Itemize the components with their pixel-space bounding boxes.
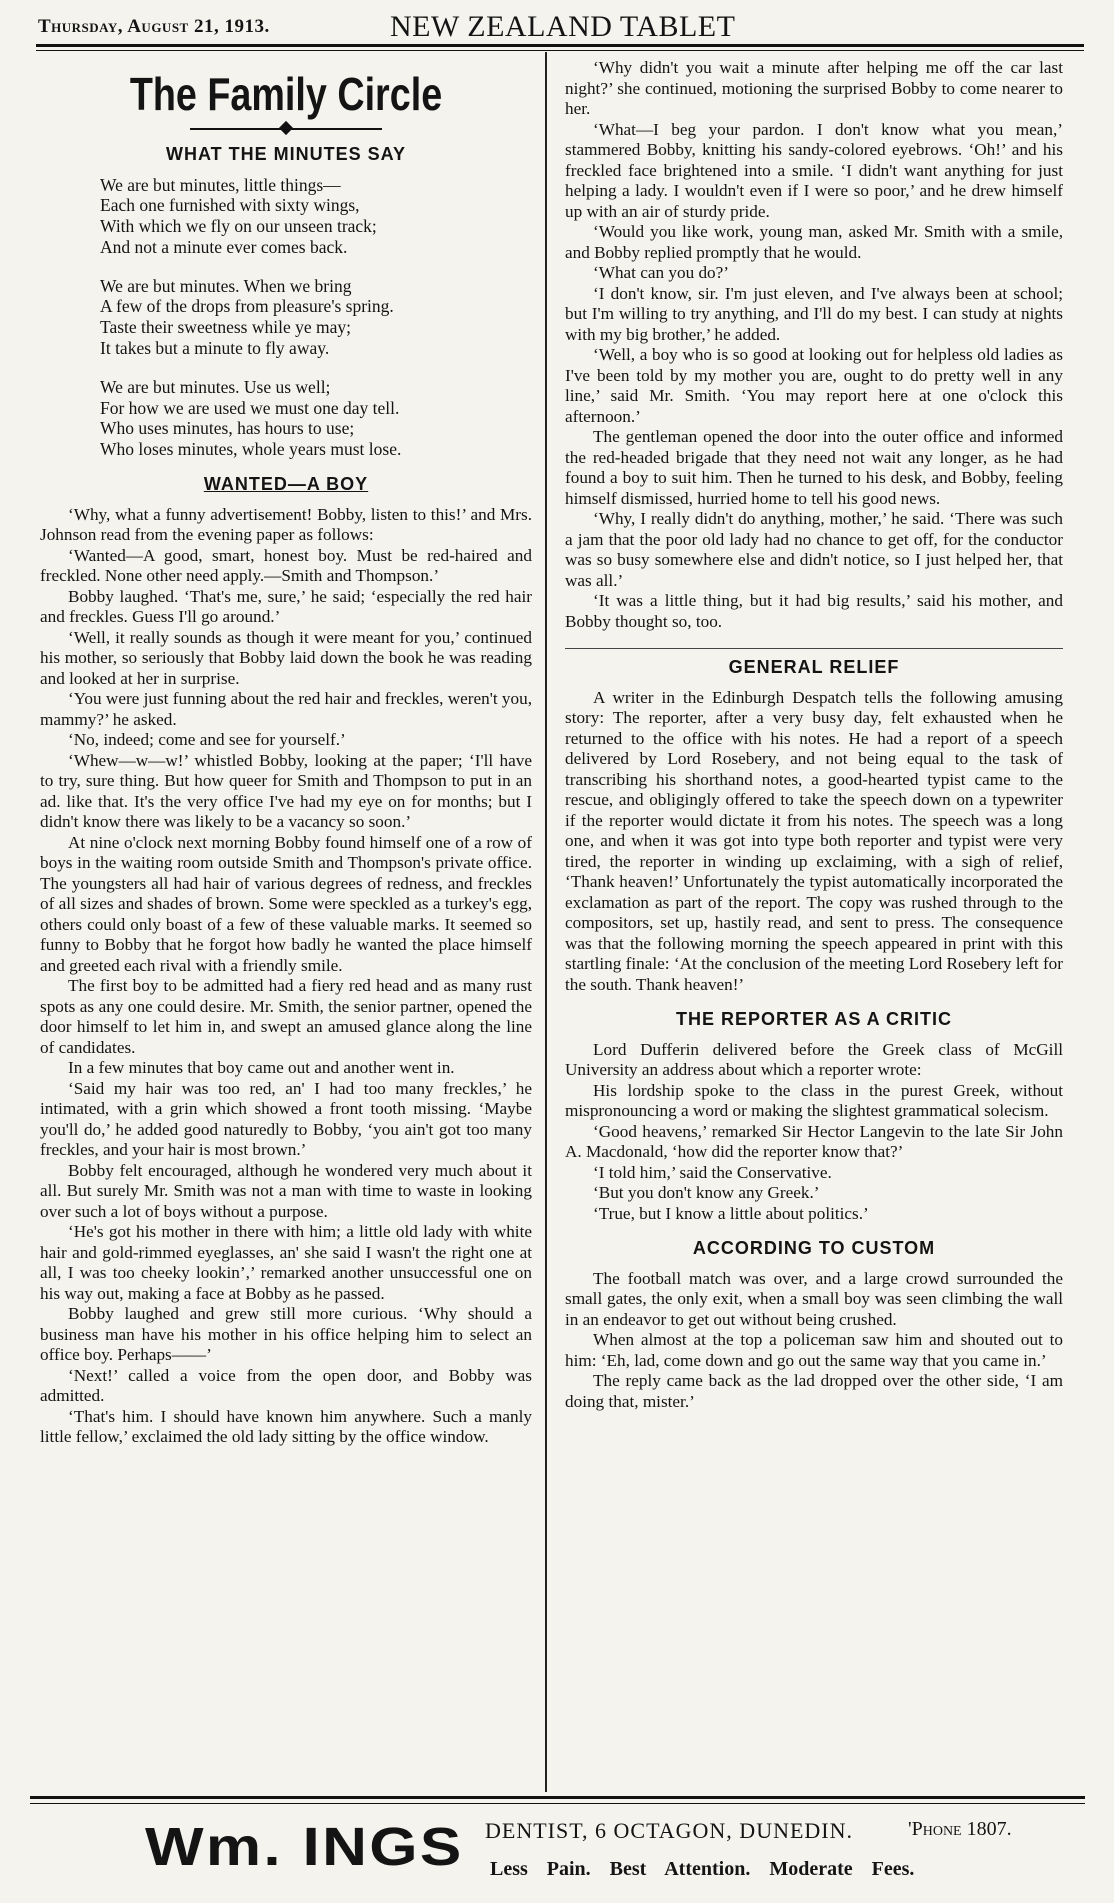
left-column xyxy=(40,58,532,1448)
paragraph: ‘Said my hair was too red, an' I had too many freckles,’ he intimated, with a grin which showed a front tooth missing. ‘Maybe you'll do,’ he added good naturedly to Bobby, ‘you ain't got too many freckles, and your hair is most brown.’ xyxy=(40,1078,532,1160)
paragraph: ‘Why, what a funny advertisement! Bobby, listen to this!’ and Mrs. Johnson read from the evening paper as follows: xyxy=(40,504,532,545)
right-column xyxy=(565,58,1063,1412)
poem-line: For how we are used we must one day tell. xyxy=(100,397,400,418)
paragraph: ‘No, indeed; come and see for yourself.’ xyxy=(68,730,346,750)
paragraph: Bobby felt encouraged, although he wondered very much about it all. But surely Mr. Smith was not a man with time to waste in looking over such a lot of boys without a purpose. xyxy=(40,1160,532,1221)
poem-line: Each one furnished with sixty wings, xyxy=(100,195,360,216)
paragraph: ‘Well, it really sounds as though it were meant for you,’ continued his mother, so seriously that Bobby laid down the book he was reading and looked at her in surprise. xyxy=(40,627,532,688)
paragraph: ‘Wanted—A good, smart, honest boy. Must be red-haired and freckled. None other need apply.—Smith and Thompson.’ xyxy=(40,545,532,586)
poem-line: Who loses minutes, whole years must lose. xyxy=(100,439,402,460)
heading-reporter-critic: THE REPORTER AS A CRITIC xyxy=(675,1009,952,1029)
paragraph: ‘It was a little thing, but it had big results,’ said his mother, and Bobby thought so, too. xyxy=(565,591,1063,631)
advertisement xyxy=(30,1808,1085,1888)
paragraph: ‘That's him. I should have known him anywhere. Such a manly little fellow,’ exclaimed the old lady sitting by the office window. xyxy=(40,1406,532,1447)
poem-line: Taste their sweetness while ye may; xyxy=(100,317,351,338)
poem xyxy=(40,175,532,461)
title-ornament xyxy=(40,122,532,136)
poem-line: It takes but a minute to fly away. xyxy=(100,338,330,359)
heading-wanted: WANTED—A BOY xyxy=(203,474,369,495)
paragraph: The gentleman opened the door into the outer office and informed the red-headed brigade that they need not wait any longer, as he had found a boy to suit him. Then he turned to his desk, and Bobby, feeling himself dismissed, hurried home to tell his good news. xyxy=(565,427,1063,508)
paragraph: ‘Would you like work, young man, asked Mr. Smith with a smile, and Bobby replied promptly that he would. xyxy=(565,222,1063,262)
poem-line: We are but minutes, little things— xyxy=(100,174,341,195)
paragraph: ‘Next!’ called a voice from the open door, and Bobby was admitted. xyxy=(40,1365,532,1406)
poem-line: And not a minute ever comes back. xyxy=(100,236,348,257)
footer-rule xyxy=(30,1796,1085,1804)
paragraph: The first boy to be admitted had a fiery red head and as many rust spots as any one could desire. Mr. Smith, the senior partner, opened the door himself to let him in, and swept an amused glance along the line of candidates. xyxy=(40,976,532,1057)
heading-general-relief: GENERAL RELIEF xyxy=(565,648,1063,678)
paragraph: ‘Whew—w—w!’ whistled Bobby, looking at the paper; ‘I'll have to try, sure thing. But how queer for Smith and Thompson to put in an ad. like that. It's the very office I've had my eye on for months; but I didn't know there was likely to be a vacancy so soon.’ xyxy=(40,750,532,832)
column-divider xyxy=(545,52,547,1792)
poem-line: We are but minutes. When we bring xyxy=(100,275,352,296)
paragraph: ‘You were just funning about the red hair and freckles, weren't you, mammy?’ he asked. xyxy=(40,689,532,729)
poem-line: A few of the drops from pleasure's spring. xyxy=(100,296,394,317)
ad-phone: 'Phone 1807. xyxy=(908,1818,1012,1840)
poem-line: With which we fly on our unseen track; xyxy=(100,216,377,237)
heading-minutes: WHAT THE MINUTES SAY xyxy=(165,144,406,164)
paper-title: NEW ZEALAND TABLET xyxy=(390,10,736,43)
paragraph: ‘What—I beg your pardon. I don't know what you mean,’ stammered Bobby, knitting his sandy-colored eyebrows. ‘Oh!’ and his freckled face brightened into a smile. ‘I didn't want anything for just helping a lady. I wouldn't even if I were so poor,’ and he drew himself up with an air of sturdy pride. xyxy=(565,119,1063,221)
paragraph: When almost at the top a policeman saw him and shouted out to him: ‘Eh, lad, come down and go out the same way that you came in.’ xyxy=(565,1330,1063,1370)
paragraph: At nine o'clock next morning Bobby found himself one of a row of boys in the waiting room outside Smith and Thompson's private office. The youngsters all had hair of various degrees of redness, and freckles of all sizes and shades of brown. Some were speckled as a turkey's egg, others could only boast of a few of these valuable marks. It seemed so funny to Bobby that he forgot how badly he wanted the place himself and greeted each rival with a friendly smile. xyxy=(40,832,532,975)
ad-address: DENTIST, 6 OCTAGON, DUNEDIN. xyxy=(485,1818,854,1843)
paragraph: Bobby laughed. ‘That's me, sure,’ he said; ‘especially the red hair and freckles. Guess I'll go around.’ xyxy=(40,586,532,627)
paragraph: ‘Well, a boy who is so good at looking out for helpless old ladies as I've been told by my mother you are, ought to do pretty well in any line,’ said Mr. Smith. ‘You may report here at one o'clock this afternoon.’ xyxy=(565,345,1063,426)
ad-name: Wm. INGS xyxy=(145,1817,464,1877)
masthead xyxy=(30,10,1080,44)
paragraph: A writer in the Edinburgh Despatch tells the following amusing story: The reporter, after a very busy day, felt exhausted when he returned to the office with his notes. He had a report of a speech delivered by Lord Rosebery, and not being equal to the task of transcribing his shorthand notes, a good-hearted typist came to the rescue, and obligingly offered to take the speech down on a typewriter if the reporter would dictate it from his notes. The speech was a long one, and when it was got into type both reporter and typist were very tired, the reporter in winding up exclaiming, with a sigh of relief, ‘Thank heaven!’ Unfortunately the typist automatically incorporated the exclamation as part of the report. The copy was rushed through to the compositors, set up, hastily read, and sent to press. The consequence was that the following morning the speech appeared in print with this startling finale: ‘At the conclusion of the meeting Lord Rosebery left for the south. Thank heaven!’ xyxy=(565,687,1063,994)
paragraph: ‘I told him,’ said the Conservative. xyxy=(593,1162,832,1182)
paragraph: ‘What can you do?’ xyxy=(593,263,730,282)
ad-slogans: Less Pain. Best Attention. Moderate Fees. xyxy=(490,1858,915,1880)
heading-according-custom: ACCORDING TO CUSTOM xyxy=(692,1238,936,1258)
paragraph: Bobby laughed and grew still more curious. ‘Why should a business man have his mother in his office helping him to select an office boy. Perhaps——’ xyxy=(40,1304,532,1365)
paragraph: ‘He's got his mother in there with him; a little old lady with white hair and gold-rimmed eyeglasses, an' she said I wasn't the right one at all, I was too cheeky lookin’,’ remarked another unsuccessful one on his way out, making a face at Bobby as he passed. xyxy=(40,1222,532,1303)
paragraph: ‘But you don't know any Greek.’ xyxy=(593,1183,820,1202)
issue-date: Thursday, August 21, 1913. xyxy=(38,16,270,37)
paragraph: ‘True, but I know a little about politics.’ xyxy=(593,1203,869,1223)
paragraph: ‘Why didn't you wait a minute after helping me off the car last night?’ she continued, motioning the surprised Bobby to come nearer to her. xyxy=(565,58,1063,118)
paragraph: Lord Dufferin delivered before the Greek class of McGill University an address about which a reporter wrote: xyxy=(565,1039,1063,1079)
poem-line: Who uses minutes, has hours to use; xyxy=(100,418,355,439)
section-title: The Family Circle xyxy=(129,68,443,120)
poem-line: We are but minutes. Use us well; xyxy=(100,376,331,397)
paragraph: His lordship spoke to the class in the purest Greek, without mispronouncing a word or making the slightest grammatical solecism. xyxy=(565,1080,1063,1120)
paragraph: The reply came back as the lad dropped over the other side, ‘I am doing that, mister.’ xyxy=(565,1371,1063,1411)
paragraph: ‘Good heavens,’ remarked Sir Hector Langevin to the late Sir John A. Macdonald, ‘how did the reporter know that?’ xyxy=(565,1121,1063,1161)
masthead-rule xyxy=(36,44,1084,51)
paragraph: ‘Why, I really didn't do anything, mother,’ he said. ‘There was such a jam that the poor old lady had no chance to get off, for the conductor was so busy somewhere else and didn't notice, so I just helped her, that was all.’ xyxy=(565,509,1063,590)
paragraph: In a few minutes that boy came out and another went in. xyxy=(68,1058,455,1078)
paragraph: ‘I don't know, sir. I'm just eleven, and I've always been at school; but I'm willing to try anything, and I'll do my best. I can study at nights with my big brother,’ he added. xyxy=(565,283,1063,344)
paragraph: The football match was over, and a large crowd surrounded the small gates, the only exit, when a small boy was seen climbing the wall in an endeavor to get out without being crushed. xyxy=(565,1268,1063,1329)
